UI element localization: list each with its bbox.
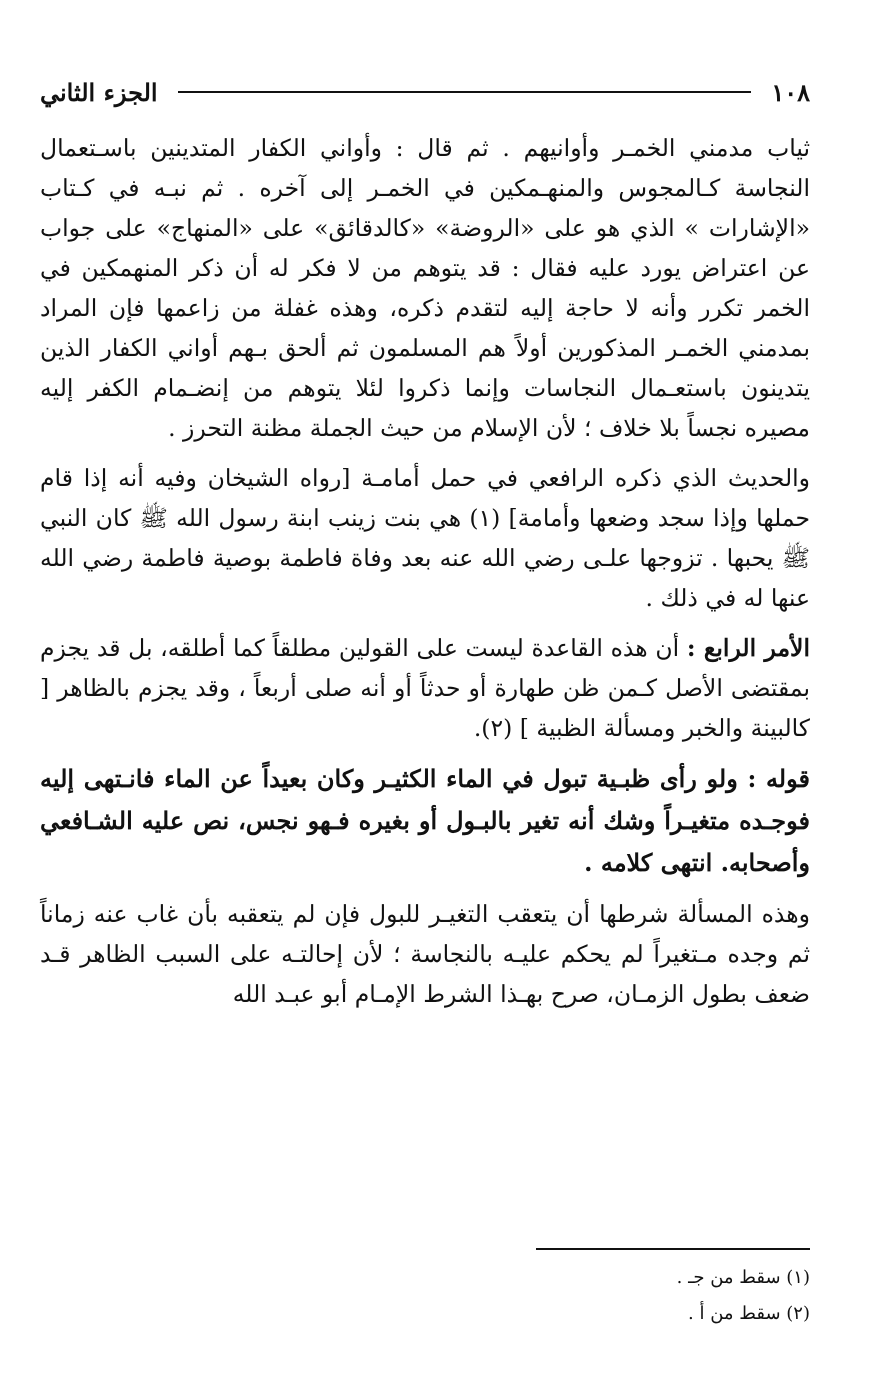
book-page	[40, 70, 810, 1370]
body-text	[40, 128, 810, 1014]
paragraph-text: وهذه المسألة شرطها أن يتعقب التغيـر للبول فإن لم يتعقبه بأن غاب عنه زماناً ثم وجده مـتغيراً لم يحكم عليـه بالنجاسة ؛ لأن إحالتـه على السبب الظاهر قـد ضعف بطول الزمـان، صرح بهـذا الشرط الإمـام أبو عبـد الله	[40, 900, 810, 1008]
paragraph-1	[40, 128, 810, 448]
footnote-rule	[536, 1248, 810, 1250]
paragraph-2	[40, 458, 810, 618]
paragraph-5	[40, 894, 810, 1014]
footnote-1: (١) سقط من جـ .	[676, 1267, 810, 1288]
part-title: الجزء الثاني	[40, 77, 158, 107]
paragraph-lead: الأمر الرابع :	[686, 634, 810, 662]
quoted-statement	[40, 758, 810, 884]
paragraph-text: أن هذه القاعدة ليست على القولين مطلقاً كما أطلقه، بل قد يجزم بمقتضى الأصل كـمن ظن طهارة أو حدثاً أو أنه صلى أربعاً ، وقد يجزم بالظاهر [ كالبينة والخبر ومسألة الظبية ] (٢).	[40, 634, 810, 742]
running-header	[40, 70, 810, 114]
footnotes	[40, 1260, 810, 1332]
header-rule	[178, 91, 752, 93]
paragraph-text: قوله : ولو رأى ظبـية تبول في الماء الكثيـر وكان بعيداً عن الماء فانـتهى إليه فوجـده متغيـراً وشك أنه تغير بالبـول أو بغيره فـهو نجس، نص عليه الشـافعي وأصحابه. انتهى كلامه .	[40, 764, 810, 877]
paragraph-text: ثياب مدمني الخمـر وأوانيهم . ثم قال : وأواني الكفار المتدينين باسـتعمال النجاسة كـالمجوس والمنهـمكين في الخمـر إلى آخره . ثم نبـه في كـتاب «الإشارات » الذي هو على «الروضة» «كالدقائق» على «المنهاج» على جواب عن اعتراض يورد عليه فقال : قد يتوهم من لا فكر له أن ذكر المنهمكين في الخمر تكرر وأنه لا حاجة إليه لتقدم ذكره، وهذه غفلة من زاعمها فإن المراد بمدمني الخمـر المذكورين أولاً هم المسلمون ثم ألحق بـهم أواني الكفار الذين يتدينون باستعـمال النجاسات وإنما ذكروا لئلا يتوهم من إنضـمام الكفر إليه مصيره نجساً بلا خلاف ؛ لأن الإسلام من حيث الجملة مظنة التحرز .	[40, 134, 810, 442]
paragraph-3	[40, 628, 810, 748]
page-number: ١٠٨	[771, 77, 810, 107]
paragraph-text: والحديث الذي ذكره الرافعي في حمل أمامـة [رواه الشيخان وفيه أنه إذا قام حملها وإذا سجد وضعها وأمامة] (١) هي بنت زينب ابنة رسول الله ﷺ كان النبي ﷺ يحبها . تزوجها علـى رضي الله عنه بعد وفاة فاطمة بوصية فاطمة رضي الله عنها له في ذلك .	[40, 464, 810, 612]
footnote-2: (٢) سقط من أ .	[688, 1303, 810, 1324]
